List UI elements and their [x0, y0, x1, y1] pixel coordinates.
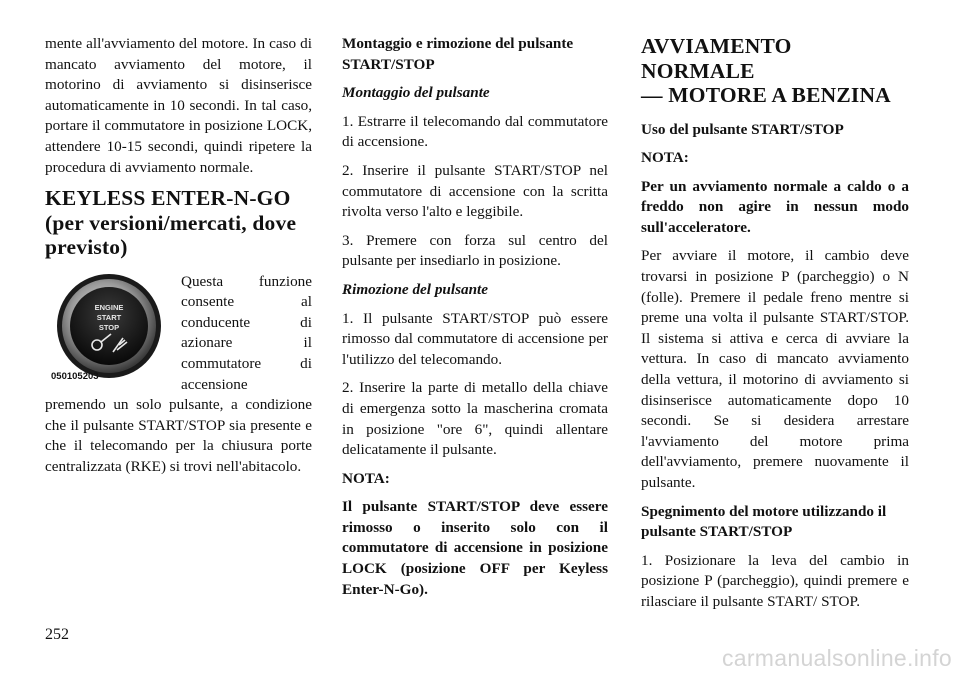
button-text-engine: ENGINE — [94, 302, 124, 312]
shutdown-subheading: Spegnimento del motore utilizzando il pulsante START/STOP — [641, 502, 887, 541]
button-text-start: START — [96, 312, 122, 322]
removal-subheading: Rimozione del pulsante — [342, 280, 488, 298]
keyless-heading-line2: (per versioni/mercati, dove — [45, 210, 297, 235]
normal-start-heading-line1: AVVIAMENTO NORMALE — [641, 34, 792, 83]
keyless-heading — [45, 186, 312, 260]
keyless-heading-line1: KEYLESS ENTER-N-GO — [45, 186, 291, 211]
mounting-subheading: Montaggio del pulsante — [342, 84, 490, 102]
column-2 — [342, 34, 608, 608]
intro-paragraph: mente all'avviamento del motore. In caso di mancato avviamento del motore, il motorino di avviamento si disinserisce automaticamente in 10 secondi. In tal caso, portare il commutatore in posizione LOCK, attendere 10-15 secondi, quindi ripetere la procedura di avviamento normale. — [45, 35, 312, 176]
removal-step-2: 2. Inserire la parte di metallo della chiave di emergenza sotto la mascherina cromata in posizione "ore 6", quindi allentare delicatamente il pulsante. — [342, 379, 608, 459]
shutdown-step-1: 1. Posizionare la leva del cambio in posizione P (parcheggio), quindi premere e rilasciare il pulsante START/ STOP. — [641, 551, 909, 610]
mounting-step-3: 3. Premere con forza sul centro del pulsante per insediarlo in posizione. — [342, 231, 608, 270]
start-stop-button-figure — [45, 272, 171, 390]
keyless-description: Questa funzione consente al conducente di azionare il commutatore di accensione premendo un solo pulsante, a condizione che il pulsante START/STOP sia presente e che il telecomando per la chiusura porte centralizzata (RKE) si trovi nell'abitacolo. — [45, 272, 312, 475]
figure-code: 050105203 — [51, 371, 99, 383]
mounting-section-title: Montaggio e rimozione del pulsante START/STOP — [342, 35, 574, 73]
usage-subheading: Uso del pulsante START/STOP — [641, 120, 844, 138]
nota-text-2: Per un avviamento normale a caldo o a freddo non agire in nessun modo sull'acceleratore. — [641, 177, 909, 236]
mounting-step-2: 2. Inserire il pulsante START/STOP nel commutatore di accensione con la scritta rivolta verso l'alto e leggibile. — [342, 161, 608, 221]
column-3 — [641, 34, 909, 621]
watermark: carmanualsonline.info — [721, 645, 952, 671]
keyless-heading-line3: previsto) — [45, 235, 128, 260]
column-1 — [45, 34, 312, 486]
nota-label-2: NOTA: — [641, 149, 689, 167]
start-procedure-paragraph: Per avviare il motore, il cambio deve trovarsi in posizione P (parcheggio) o N (folle). Premere il pedale freno mentre si preme una volta il pulsante START/STOP. Il sistema si attiva e cerca di avviare la vettura. In caso di mancato avviamento della vettura, il motorino di avviamento si disinserisce automaticamente dopo 10 secondi. Se si desidera arrestare l'avviamento del motore prima dell'avviamento, premere nuovamente il pulsante. — [641, 247, 909, 491]
removal-step-1: 1. Il pulsante START/STOP può essere rimosso dal commutatore di accensione per l'utilizzo del telecomando. — [342, 309, 608, 368]
normal-start-heading — [641, 34, 909, 108]
button-text-stop: STOP — [98, 322, 120, 332]
mounting-step-1: 1. Estrarre il telecomando dal commutatore di accensione. — [342, 112, 608, 151]
nota-text: Il pulsante START/STOP deve essere rimosso o inserito solo con il commutatore di accensione in posizione LOCK (posizione OFF per Keyless Enter-N-Go). — [342, 498, 608, 598]
normal-start-heading-line2: — MOTORE A BENZINA — [641, 83, 891, 107]
page-number: 252 — [45, 626, 69, 643]
nota-label: NOTA: — [342, 469, 390, 487]
